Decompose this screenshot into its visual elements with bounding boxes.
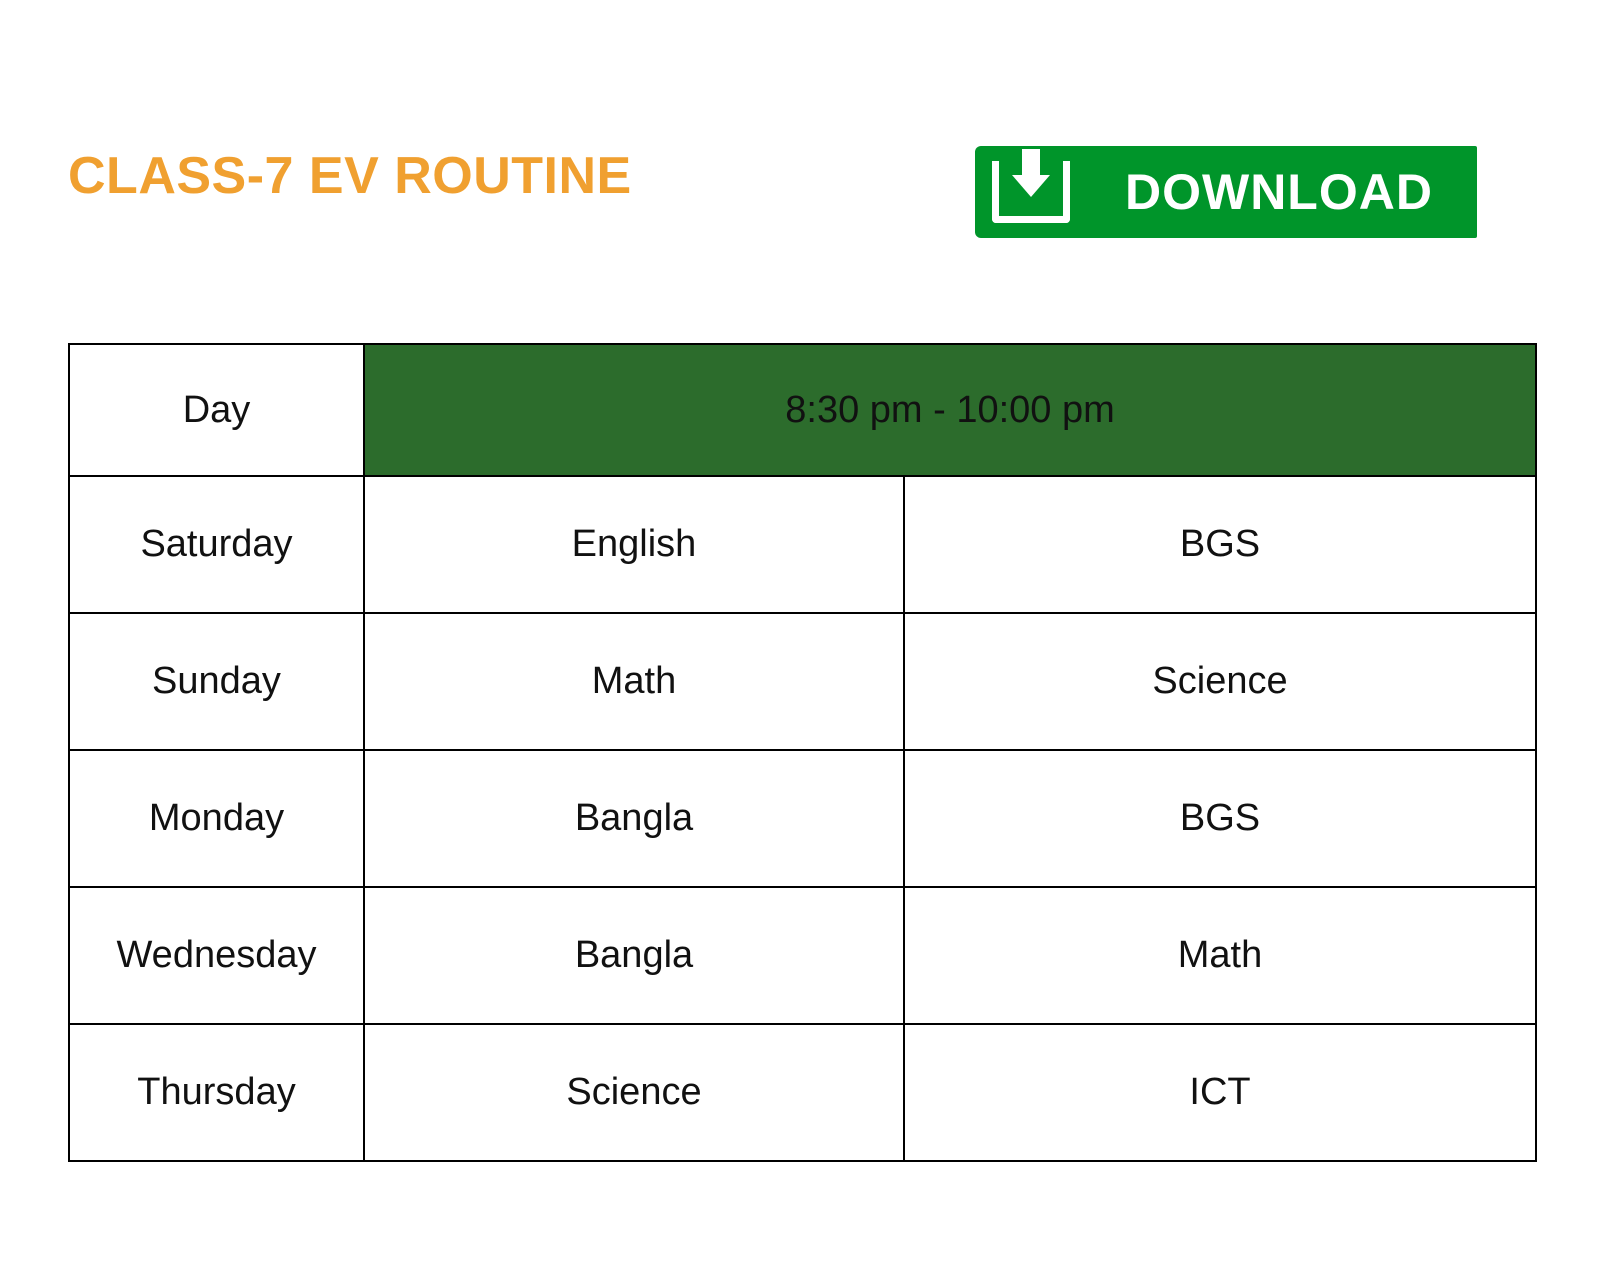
download-button[interactable] bbox=[975, 146, 1477, 238]
table-row bbox=[69, 750, 1536, 887]
row-day: Wednesday bbox=[69, 887, 364, 1024]
table-header-row bbox=[69, 344, 1536, 476]
routine-table bbox=[68, 343, 1537, 1162]
row-slot2: BGS bbox=[904, 476, 1536, 613]
column-header-time: 8:30 pm - 10:00 pm bbox=[364, 344, 1536, 476]
row-slot1: Bangla bbox=[364, 887, 904, 1024]
header bbox=[0, 140, 1600, 250]
column-header-day: Day bbox=[69, 344, 364, 476]
row-slot2: Science bbox=[904, 613, 1536, 750]
row-day: Thursday bbox=[69, 1024, 364, 1161]
table-row bbox=[69, 887, 1536, 1024]
row-slot2: Math bbox=[904, 887, 1536, 1024]
row-slot1: English bbox=[364, 476, 904, 613]
table-row bbox=[69, 613, 1536, 750]
row-slot1: Math bbox=[364, 613, 904, 750]
download-button-label: DOWNLOAD bbox=[1087, 146, 1477, 238]
table-row bbox=[69, 476, 1536, 613]
row-slot1: Bangla bbox=[364, 750, 904, 887]
row-day: Monday bbox=[69, 750, 364, 887]
row-day: Sunday bbox=[69, 613, 364, 750]
row-slot1: Science bbox=[364, 1024, 904, 1161]
row-slot2: ICT bbox=[904, 1024, 1536, 1161]
download-icon bbox=[975, 146, 1087, 238]
table-row bbox=[69, 1024, 1536, 1161]
page-title: CLASS-7 EV ROUTINE bbox=[68, 147, 632, 205]
row-day: Saturday bbox=[69, 476, 364, 613]
row-slot2: BGS bbox=[904, 750, 1536, 887]
